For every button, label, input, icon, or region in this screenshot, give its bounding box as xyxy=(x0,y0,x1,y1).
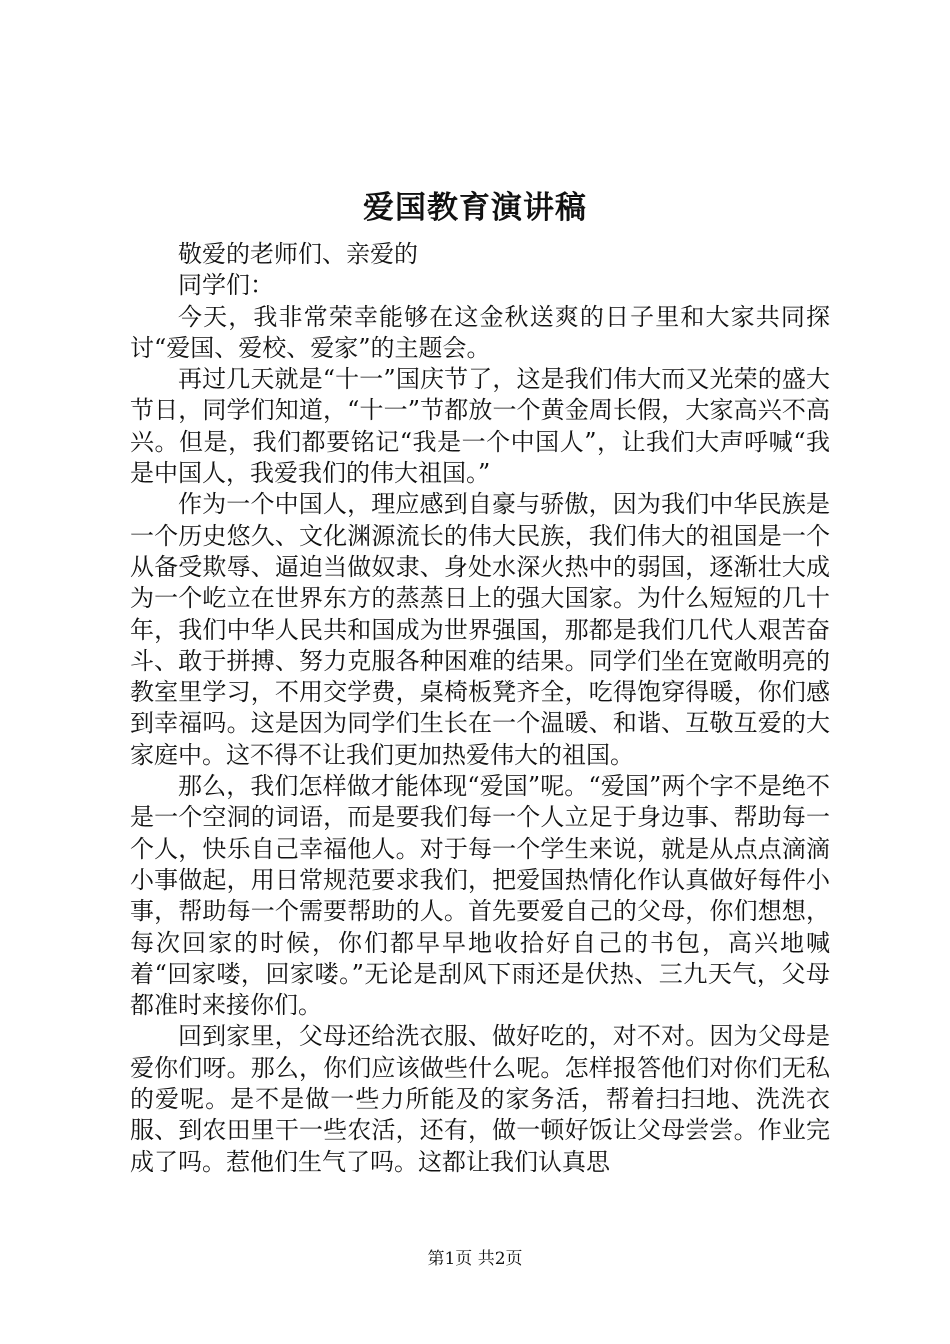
paragraph: 那么，我们怎样做才能体现“爱国”呢。“爱国”两个字不是绝不是一个空洞的词语，而是要我们每一个人立足于身边事、帮助每一个人，快乐自己幸福他人。对于每一个学生来说，就是从点点滴滴小事做起，用日常规范要求我们，把爱国热情化作认真做好每件小事，帮助每一个需要帮助的人。首先要爱自己的父母，你们想想，每次回家的时候，你们都早早地收拾好自己的书包，高兴地喊着“回家喽，回家喽。”无论是刮风下雨还是伏热、三九天气，父母都准时来接你们。 xyxy=(130,772,830,1020)
paragraph: 作为一个中国人，理应感到自豪与骄傲，因为我们中华民族是一个历史悠久、文化渊源流长的伟大民族，我们伟大的祖国是一个从备受欺辱、逼迫当做奴隶、身处水深火热中的弱国，逐渐壮大成为一个屹立在世界东方的蒸蒸日上的强大国家。为什么短短的几十年，我们中华人民共和国成为世界强国，那都是我们几代人艰苦奋斗、敢于拼搏、努力克服各种困难的结果。同学们坐在宽敞明亮的教室里学习，不用交学费，桌椅板凳齐全，吃得饱穿得暖，你们感到幸福吗。这是因为同学们生长在一个温暖、和谐、互敬互爱的大家庭中。这不得不让我们更加热爱伟大的祖国。 xyxy=(130,490,830,769)
document-title: 爱国教育演讲稿 xyxy=(363,190,587,226)
paragraph: 回到家里，父母还给洗衣服、做好吃的，对不对。因为父母是爱你们呀。那么，你们应该做些什么呢。怎样报答他们对你们无私的爱呢。是不是做一些力所能及的家务活，帮着扫扫地、洗洗衣服、到农田里干一些农活，还有，做一顿好饭让父母尝尝。作业完成了吗。惹他们生气了吗。这都让我们认真思 xyxy=(130,1022,830,1176)
paragraph: 再过几天就是“十一”国庆节了，这是我们伟大而又光荣的盛大节日，同学们知道，“十一”节都放一个黄金周长假，大家高兴不高兴。但是，我们都要铭记“我是一个中国人”，让我们大声呼喊“我是中国人，我爱我们的伟大祖国。” xyxy=(130,365,830,488)
paragraph: 今天，我非常荣幸能够在这金秋送爽的日子里和大家共同探讨“爱国、爱校、爱家”的主题会。 xyxy=(130,302,830,362)
salutation-line-2: 同学们： xyxy=(178,271,274,300)
page-footer: 第1页 共2页 xyxy=(427,1249,523,1269)
salutation-line-1: 敬爱的老师们、亲爱的 xyxy=(178,240,418,268)
document-body xyxy=(130,239,830,1178)
